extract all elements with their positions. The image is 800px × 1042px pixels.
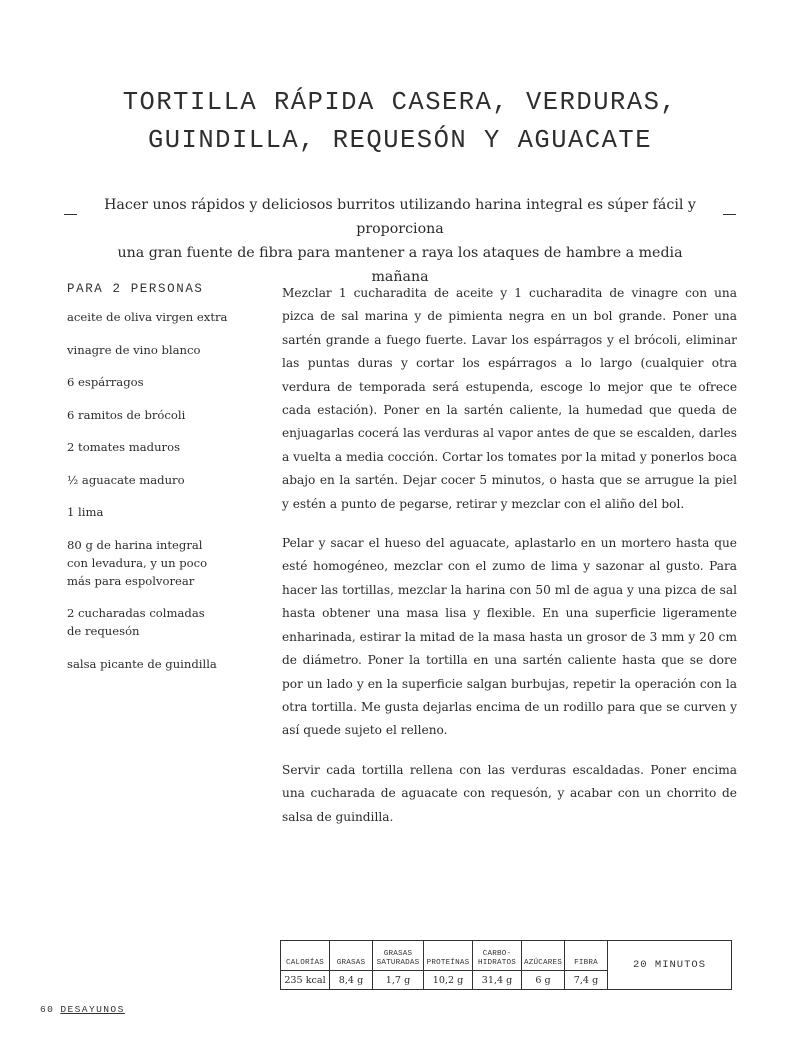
- method-paragraph-2: Pelar y sacar el hueso del aguacate, aplastarlo en un mortero hasta que esté homogéneo, mezclar con el zumo de lima y sazonar al gusto. Para hacer las tortillas, mezclar la harina con 50 ml de agua y una pizca de sal hasta obtener una masa lisa y flexible. En una superficie ligeramente enharinada, estirar la mitad de la masa hasta un grosor de 3 mm y 20 cm de diámetro. Poner la tortilla en una sartén caliente hasta que se dore por un lado y en la superficie salgan burbujas, repetir la operación con la otra tortilla. Me gusta dejarlas encima de un rodillo para que se curven y así quede sujeto el relleno.: [282, 536, 737, 738]
- ingredient-item: [67, 341, 247, 359]
- nutrition-column: [281, 941, 330, 989]
- nutrition-label: [565, 941, 607, 970]
- ingredient-item: [67, 308, 247, 326]
- page-number: 60: [40, 1004, 55, 1015]
- ingredient-line: 6 ramitos de brócoli: [67, 407, 186, 422]
- nutrition-label-line: GRASAS: [383, 950, 413, 959]
- nutrition-label: [522, 941, 564, 970]
- ingredient-line: aceite de oliva virgen extra: [67, 310, 228, 324]
- servings-heading: PARA 2 PERSONAS: [67, 282, 204, 296]
- ingredients-column: [67, 282, 247, 687]
- recipe-title-line-2: GUINDILLA, REQUESÓN Y AGUACATE: [147, 126, 653, 155]
- ingredient-item: [67, 438, 247, 456]
- ingredient-line: 80 g de harina integral: [67, 537, 203, 552]
- nutrition-label: [330, 941, 372, 970]
- nutrition-label-line: CALORÍAS: [285, 959, 325, 968]
- nutrition-column: [424, 941, 473, 989]
- intro-left-dash: [64, 214, 77, 215]
- ingredient-item: [67, 536, 247, 590]
- nutrition-column: [522, 941, 565, 989]
- nutrition-label-line: GRASAS: [336, 959, 366, 968]
- ingredient-line: con levadura, y un poco: [67, 555, 208, 570]
- nutrition-column: [565, 941, 608, 989]
- ingredient-item: [67, 471, 247, 489]
- nutrition-label-line: SATURADAS: [376, 959, 420, 968]
- recipe-title: [40, 84, 760, 160]
- nutrition-column: [373, 941, 424, 989]
- nutrition-value: 7,4 g: [565, 970, 607, 989]
- nutrition-value: 31,4 g: [473, 970, 521, 989]
- nutrition-column: [330, 941, 373, 989]
- nutrition-label: [373, 941, 423, 970]
- nutrition-label-line: CARBO-: [482, 950, 512, 959]
- ingredient-item: [67, 373, 247, 391]
- nutrition-label: [473, 941, 521, 970]
- nutrition-label: [281, 941, 329, 970]
- nutrition-label: [424, 941, 472, 970]
- nutrition-label-line: FIBRA: [574, 959, 598, 968]
- intro-right-dash: [723, 214, 736, 215]
- method-column: [282, 282, 737, 845]
- ingredient-line: de requesón: [67, 624, 140, 638]
- recipe-title-line-1: TORTILLA RÁPIDA CASERA, VERDURAS,: [122, 88, 678, 117]
- nutrition-label-line: HIDRATOS: [477, 959, 517, 968]
- prep-time: 20 MINUTOS: [632, 959, 706, 971]
- recipe-intro: [64, 193, 736, 289]
- ingredient-line: 6 espárragos: [67, 375, 144, 389]
- ingredient-line: ½ aguacate maduro: [67, 472, 185, 487]
- ingredient-item: [67, 604, 247, 640]
- section-name: DESAYUNOS: [60, 1004, 125, 1015]
- ingredient-line: salsa picante de guindilla: [67, 656, 217, 671]
- ingredient-item: [67, 503, 247, 521]
- nutrition-label-line: AZÚCARES: [523, 959, 563, 968]
- intro-line-1: Hacer unos rápidos y deliciosos burritos utilizando harina integral es súper fácil y proporciona: [104, 197, 696, 237]
- method-paragraph-3: Servir cada tortilla rellena con las verduras escaldadas. Poner encima una cucharada de aguacate con requesón, y acabar con un chorrito de salsa de guindilla.: [282, 762, 737, 824]
- nutrition-label-line: PROTEÍNAS: [426, 959, 470, 968]
- nutrition-table: [280, 940, 732, 990]
- ingredient-line: 2 tomates maduros: [67, 440, 181, 454]
- nutrition-column: [473, 941, 522, 989]
- ingredient-item: [67, 655, 247, 673]
- nutrition-value: 6 g: [522, 970, 564, 989]
- ingredient-line: más para espolvorear: [67, 573, 195, 588]
- nutrition-value: 235 kcal: [281, 970, 329, 989]
- ingredient-list: [67, 308, 247, 673]
- ingredient-line: 1 lima: [67, 505, 104, 519]
- page-footer: [40, 1004, 125, 1015]
- intro-line-2: una gran fuente de fibra para mantener a raya los ataques de hambre a media mañana: [117, 245, 683, 285]
- nutrition-value: 10,2 g: [424, 970, 472, 989]
- nutrition-value: 1,7 g: [373, 970, 423, 989]
- ingredient-line: vinagre de vino blanco: [67, 342, 201, 357]
- nutrition-value: 8,4 g: [330, 970, 372, 989]
- ingredient-item: [67, 406, 247, 424]
- intro-text: [90, 193, 710, 289]
- method-paragraph-1: Mezclar 1 cucharadita de aceite y 1 cucharadita de vinagre con una pizca de sal marina y de pimienta negra en un bol grande. Poner una sartén grande a fuego fuerte. Lavar los espárragos y el brócoli, eliminar las puntas duras y cortar los espárragos a lo largo (cualquier otra verdura de temporada será estupenda, escoge lo mejor que te ofrece cada estación). Poner en la sartén caliente, la humedad que queda de enjuagarlas cocerá las verduras al vapor antes de que se escalden, darles a vuelta a media cocción. Cortar los tomates por la mitad y ponerlos boca abajo en la sartén. Dejar cocer 5 minutos, o hasta que se arrugue la piel y estén a punto de pegarse, retirar y mezclar con el aliño del bol.: [282, 286, 737, 511]
- ingredient-line: 2 cucharadas colmadas: [67, 606, 205, 620]
